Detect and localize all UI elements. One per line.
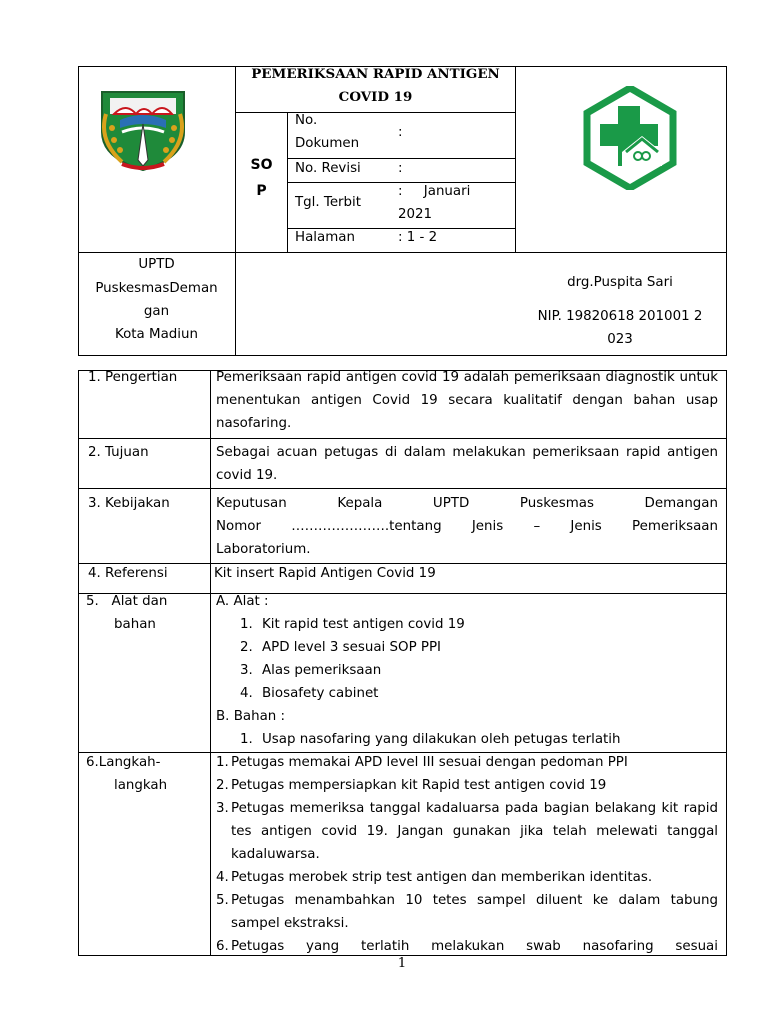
field-value-no-dokumen: : (398, 125, 403, 140)
list-number: 4. (240, 686, 253, 701)
org-name: Kota Madiun (115, 327, 198, 342)
signer-nip: NIP. 19820618 201001 2 (537, 309, 703, 324)
section-text-kebijakan: Laboratorium. (216, 542, 311, 557)
sop-title: PEMERIKSAAN RAPID ANTIGEN (251, 66, 500, 82)
step-number: 6. (216, 939, 229, 954)
content-divider (78, 593, 727, 594)
step-text: Petugas menambahkan 10 tetes sampel diluent ke dalam tabung sampel ekstraksi. (231, 893, 718, 931)
section-text-tujuan: Sebagai acuan petugas di dalam melakukan pemeriksaan rapid antigen covid 19. (216, 445, 718, 483)
section-label-langkah: langkah (114, 778, 168, 793)
step-number: 5. (216, 893, 229, 908)
section-label-tujuan: 2. Tujuan (88, 445, 149, 460)
alat-item: Biosafety cabinet (262, 686, 379, 701)
section-label-pengertian: 1. Pengertian (88, 370, 178, 385)
step-text: Petugas memeriksa tanggal kadaluarsa pada bagian belakang kit rapid tes antigen covid 19. Jangan gunakan jika telah melewati tanggal kadaluwarsa. (231, 801, 718, 862)
bahan-heading: B. Bahan : (216, 709, 286, 724)
step-number: 3. (216, 801, 229, 816)
field-label-tgl-terbit: Tgl. Terbit (295, 195, 362, 210)
step-text: Petugas mempersiapkan kit Rapid test antigen covid 19 (231, 778, 607, 793)
field-label-no-dokumen: Dokumen (295, 136, 360, 151)
city-crest-logo (92, 84, 194, 174)
field-value-no-revisi: : (398, 161, 403, 176)
step-text: Petugas merobek strip test antigen dan memberikan identitas. (231, 870, 653, 885)
content-divider (210, 370, 211, 956)
page-number: 1 (397, 956, 407, 971)
section-label-alat-bahan: bahan (114, 617, 156, 632)
section-text-pengertian: Pemeriksaan rapid antigen covid 19 adalah pemeriksaan diagnostik untuk menentukan antigen Covid 19 secara kualitatif dengan bahan usap nasofaring. (216, 370, 718, 431)
step-number: 4. (216, 870, 229, 885)
org-name: gan (143, 304, 170, 319)
field-label-no-dokumen: No. (295, 113, 318, 128)
alat-item: APD level 3 sesuai SOP PPI (262, 640, 442, 655)
section-text-kebijakan: Keputusan Kepala UPTD Puskesmas Demangan (216, 496, 718, 511)
content-divider (78, 488, 727, 489)
section-label-referensi: 4. Referensi (88, 566, 168, 581)
step-text: Petugas memakai APD level III sesuai dengan pedoman PPI (231, 755, 628, 770)
step-number: 2. (216, 778, 229, 793)
sop-label: P (256, 183, 267, 199)
sop-label: SO (250, 157, 273, 173)
org-name: UPTD (138, 257, 175, 272)
section-label-alat-bahan: 5. Alat dan (86, 594, 168, 609)
section-label-langkah: 6.Langkah- (86, 755, 161, 770)
alat-heading: A. Alat : (216, 594, 269, 609)
section-text-referensi: Kit insert Rapid Antigen Covid 19 (214, 566, 436, 581)
list-number: 1. (240, 732, 253, 747)
section-label-kebijakan: 3. Kebijakan (88, 496, 170, 511)
header-divider (235, 66, 236, 356)
list-number: 1. (240, 617, 253, 632)
signer-name: drg.Puspita Sari (567, 275, 673, 290)
field-value-tgl-terbit: 2021 (398, 207, 433, 222)
step-number: 1. (216, 755, 229, 770)
sop-title: COVID 19 (338, 89, 413, 105)
content-divider (78, 438, 727, 439)
section-text-kebijakan: Nomor ………………….tentang Jenis – Jenis Pemeriksaan (216, 519, 718, 534)
field-value-halaman: : 1 - 2 (398, 230, 438, 245)
step-text: Petugas yang terlatih melakukan swab nasofaring sesuai (231, 939, 718, 954)
header-divider (515, 66, 516, 253)
alat-item: Kit rapid test antigen covid 19 (262, 617, 465, 632)
list-number: 3. (240, 663, 253, 678)
field-label-halaman: Halaman (295, 230, 355, 245)
signer-nip: 023 (607, 332, 633, 347)
header-divider (235, 112, 515, 113)
puskesmas-logo (578, 86, 682, 190)
org-name: PuskesmasDeman (95, 281, 218, 296)
alat-item: Alas pemeriksaan (262, 663, 382, 678)
list-number: 2. (240, 640, 253, 655)
field-value-tgl-terbit: : Januari (398, 184, 471, 199)
bahan-item: Usap nasofaring yang dilakukan oleh petugas terlatih (262, 732, 621, 747)
field-label-no-revisi: No. Revisi (295, 161, 361, 176)
